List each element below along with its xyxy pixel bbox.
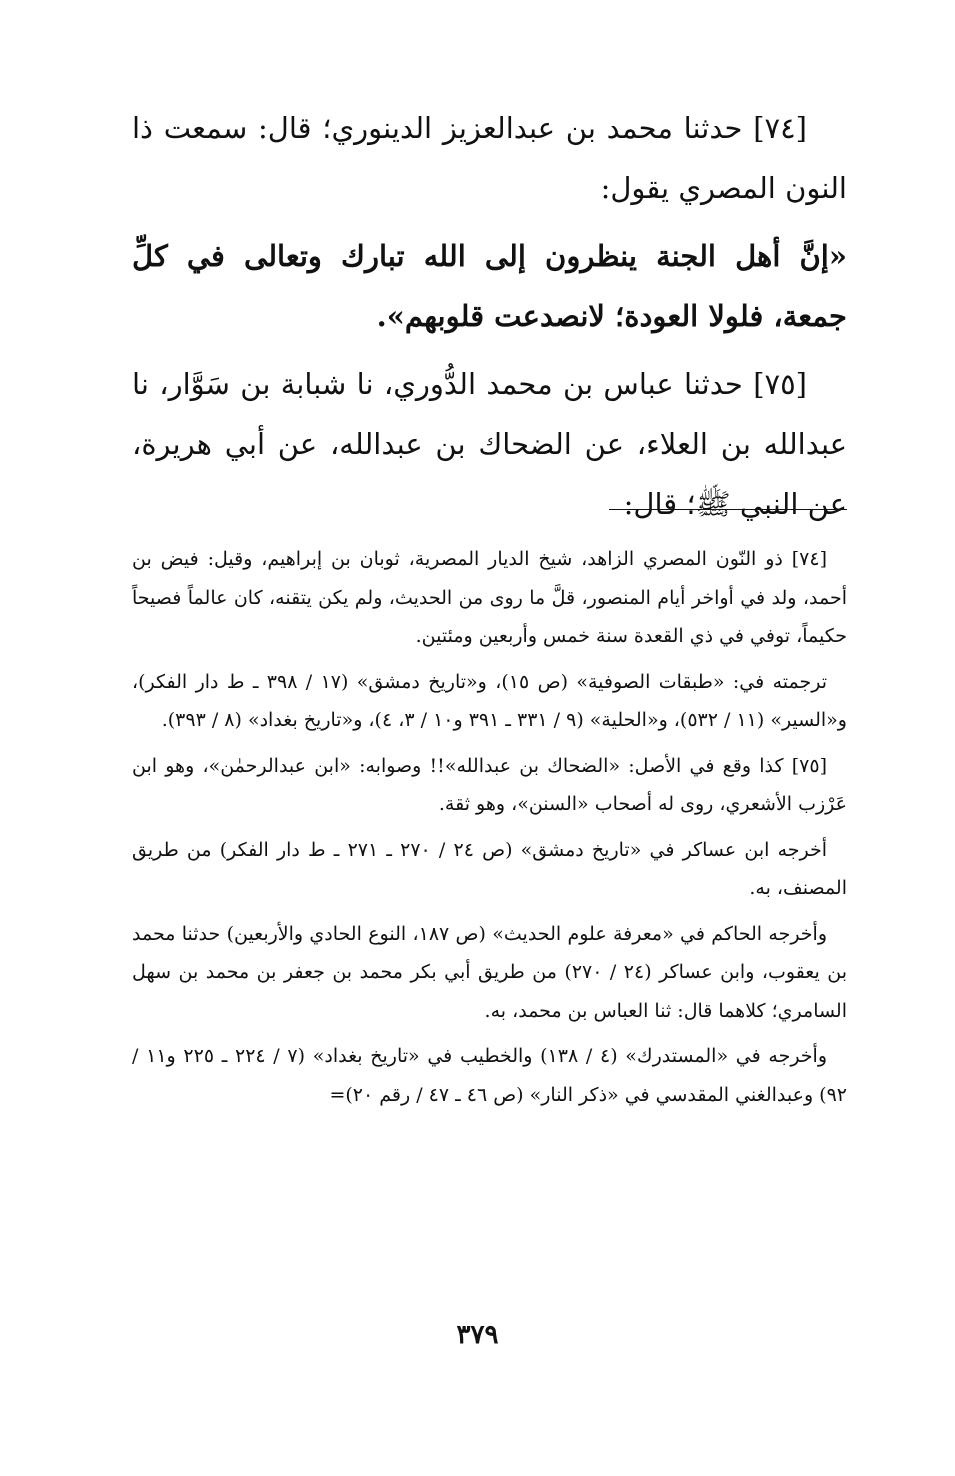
page-number: ٣٧٩ (456, 1320, 499, 1350)
footnote-75-source-2: وأخرجه الحاكم في «معرفة علوم الحديث» (ص ١٨٧، النوع الحادي والأربعين) حدثنا محمد بن يعقوب، وابن عساكر (٢٤ / ٢٧٠) من طريق أبي بكر محمد بن جعفر بن محمد بن سهل السامري؛ كلاهما قال: ثنا العباس بن محمد، به. (132, 922, 847, 1022)
quote-74: «إنَّ أهل الجنة ينظرون إلى الله تبارك وتعالى في كلِّ جمعة، فلولا العودة؛ لانصدعت قلوبهم». (132, 239, 847, 333)
paragraph-75: [٧٥] حدثنا عباس بن محمد الدُّوري، نا شبابة بن سَوَّار، نا عبدالله بن العلاء، عن الضحاك بن عبدالله، عن أبي هريرة، عن النبي ﷺ؛ قال: (132, 367, 847, 521)
footnote-74-references: ترجمته في: «طبقات الصوفية» (ص ١٥)، و«تاريخ دمشق» (١٧ / ٣٩٨ ـ ط دار الفكر)، و«السير» (١١ / ٥٣٢)، و«الحلية» (٩ / ٣٣١ ـ ٣٩١ و١٠ / ٣، ٤)، و«تاريخ بغداد» (٨ / ٣٩٣). (132, 670, 847, 731)
footnote-separator (609, 509, 847, 510)
main-text (132, 98, 847, 542)
footnote-75-source-1: أخرجه ابن عساكر في «تاريخ دمشق» (ص ٢٤ / ٢٧٠ ـ ٢٧١ ـ ط دار الفكر) من طريق المصنف، به. (132, 838, 847, 899)
footnote-75: [٧٥] كذا وقع في الأصل: «الضحاك بن عبدالله»!! وصوابه: «ابن عبدالرحمٰن»، وهو ابن عَرْزب الأشعري، روى له أصحاب «السنن»، وهو ثقة. (132, 754, 847, 815)
footnote-75-source-3: وأخرجه في «المستدرك» (٤ / ١٣٨) والخطيب في «تاريخ بغداد» (٧ / ٢٢٤ ـ ٢٢٥ و١١ / ٩٢) وعبدالغني المقدسي في «ذكر النار» (ص ٤٦ ـ ٤٧ / رقم ٢٠)= (132, 1045, 847, 1106)
footnote-74: [٧٤] ذو النّون المصري الزاهد، شيخ الديار المصرية، ثوبان بن إبراهيم، وقيل: فيض بن أحمد، ولد في أواخر أيام المنصور، قلَّ ما روى من الحديث، ولم يكن يتقنه، كان عالماً فصيحاً حكيماً، توفي في ذي القعدة سنة خمس وأربعين ومئتين. (132, 548, 847, 647)
footnotes (132, 540, 847, 1121)
paragraph-74: [٧٤] حدثنا محمد بن عبدالعزيز الدينوري؛ قال: سمعت ذا النون المصري يقول: (132, 111, 847, 205)
